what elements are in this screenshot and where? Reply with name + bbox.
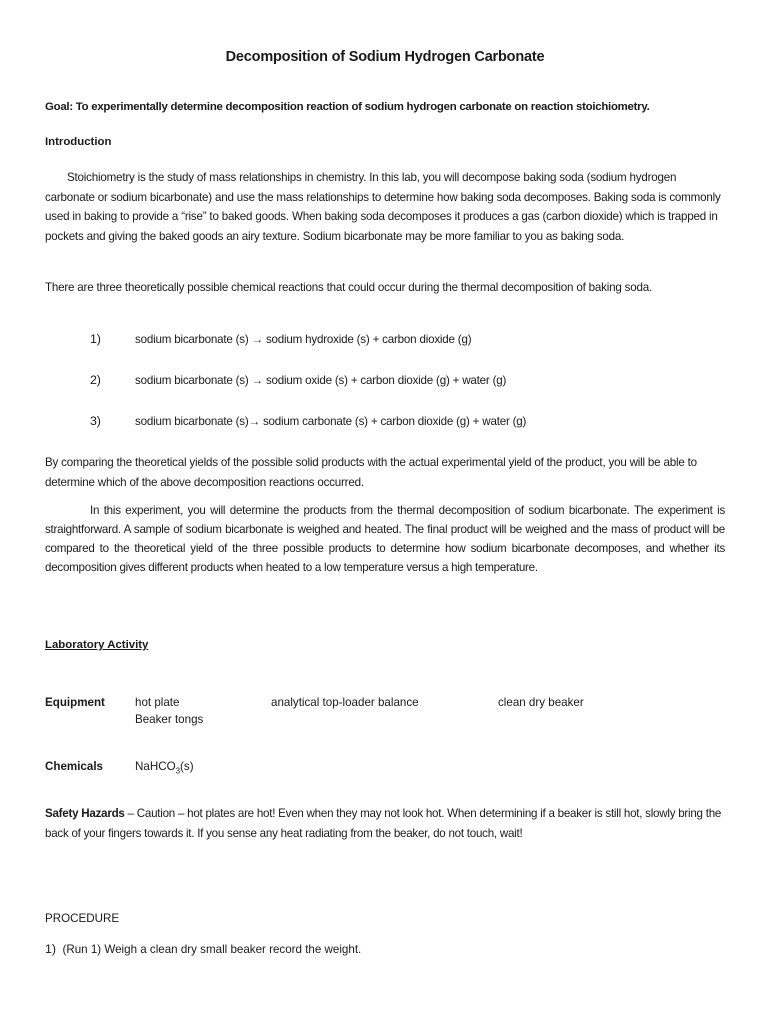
- formula-base: NaHCO: [135, 760, 176, 773]
- safety-label: Safety Hazards: [45, 807, 125, 820]
- introduction-heading: Introduction: [45, 136, 112, 148]
- equipment-column: [135, 694, 203, 728]
- safety-hazards: [45, 804, 735, 843]
- comparison-paragraph: By comparing the theoretical yields of the possible solid products with the actual experimental yield of the product, you will be able to determine which of the above decomposition reactions occurred.: [45, 456, 697, 489]
- reaction-text: sodium bicarbonate (s)→ sodium carbonate (s) + carbon dioxide (g) + water (g): [135, 415, 527, 428]
- chemicals-label: Chemicals: [45, 760, 103, 773]
- formula-subscript: 3: [175, 766, 181, 776]
- procedure-step: [45, 940, 725, 960]
- equipment-label: Equipment: [45, 696, 105, 709]
- equipment-item: clean dry beaker: [498, 696, 584, 709]
- equipment-item: Beaker tongs: [135, 713, 204, 726]
- experiment-paragraph: In this experiment, you will determine the products from the thermal decomposition of sodium bicarbonate. The experiment is straightforward. A sample of sodium bicarbonate is weighed and heated. The final product will be weighed and the mass of product will be compared to the theoretical yield of the three possible products to determine how sodium bicarbonate decomposes, and whether its decomposition gives different products when heated to a low temperature versus a high temperature.: [45, 504, 725, 574]
- step-text: (Run 1) Weigh a clean dry small beaker record the weight.: [62, 943, 362, 956]
- goal-statement: Goal: To experimentally determine decomposition reaction of sodium hydrogen carbonate on reaction stoichiometry.: [45, 101, 650, 113]
- reaction-number: 2): [90, 373, 101, 387]
- safety-text: – Caution – hot plates are hot! Even when they may not look hot. When determining if a beaker is still hot, slowly bring the back of your fingers towards it. If you sense any heat radiating from the beaker, do not touch, wait!: [45, 807, 722, 840]
- procedure-heading: PROCEDURE: [45, 912, 120, 925]
- reactions-intro-paragraph: There are three theoretically possible chemical reactions that could occur during the thermal decomposition of baking soda.: [45, 281, 652, 294]
- reaction-number: 1): [90, 332, 101, 346]
- reaction-number: 3): [90, 414, 101, 428]
- step-number: 1): [45, 942, 57, 956]
- equipment-item: analytical top-loader balance: [271, 696, 419, 709]
- formula-state: (s): [180, 760, 194, 773]
- reaction-text: sodium bicarbonate (s) → sodium oxide (s) + carbon dioxide (g) + water (g): [135, 374, 507, 387]
- equipment-item: hot plate: [135, 696, 180, 709]
- chemical-formula: [135, 757, 194, 781]
- introduction-paragraph: Stoichiometry is the study of mass relationships in chemistry. In this lab, you will decompose baking soda (sodium hydrogen carbonate or sodium bicarbonate) and use the mass relationships to determine how baking soda decomposes. Baking soda is commonly used in baking to provide a “rise” to baked goods. When baking soda decomposes it produces a gas (carbon dioxide) which is trapped in pockets and giving the baked goods an airy texture. Sodium bicarbonate may be more familiar to you as baking soda.: [45, 171, 721, 243]
- page-title: Decomposition of Sodium Hydrogen Carbonate: [225, 49, 545, 65]
- laboratory-activity-heading: Laboratory Activity: [45, 639, 149, 651]
- reaction-text: sodium bicarbonate (s) → sodium hydroxide (s) + carbon dioxide (g): [135, 333, 472, 346]
